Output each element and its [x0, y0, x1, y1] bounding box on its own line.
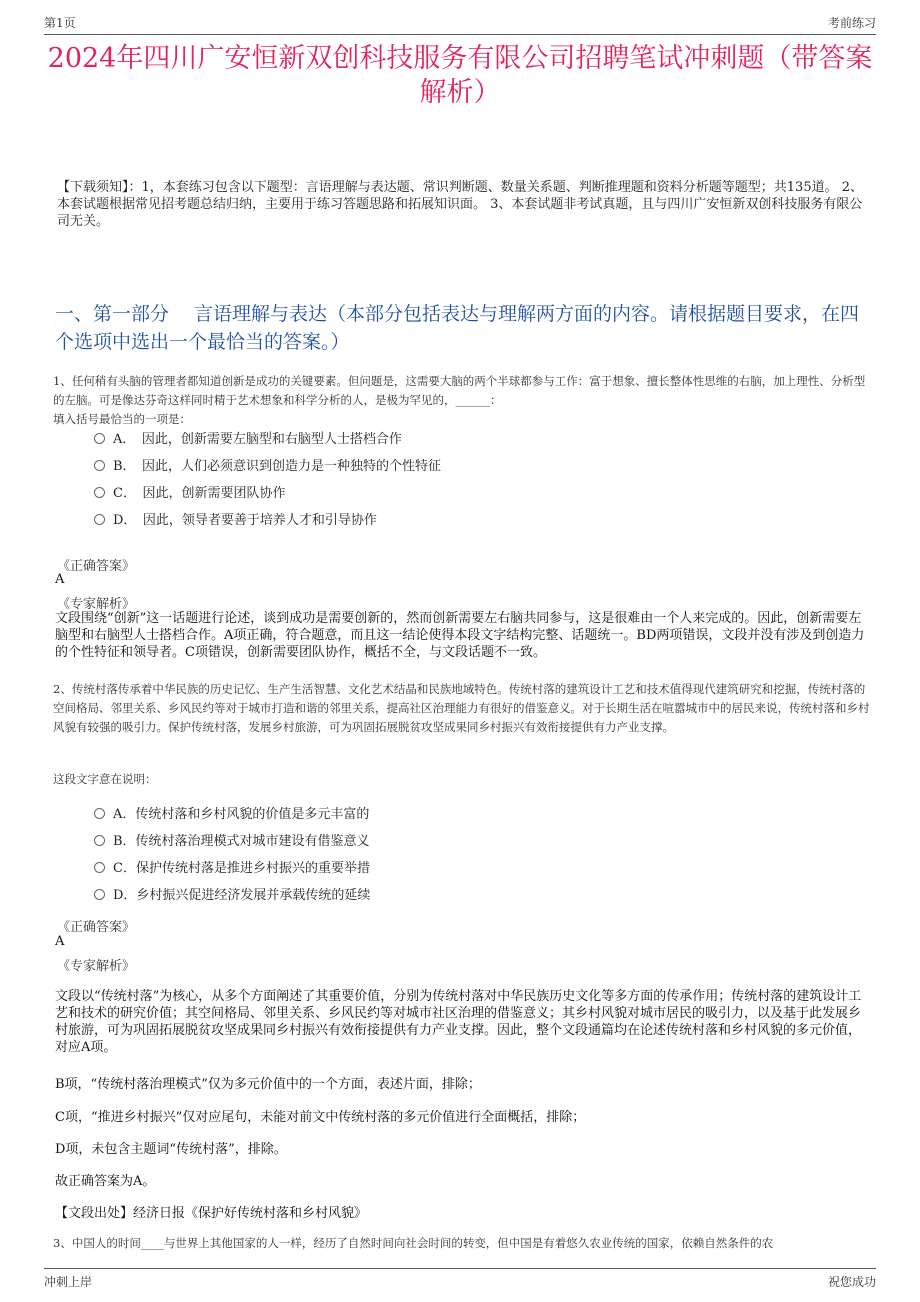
- footer-right: 祝您成功: [827, 1275, 876, 1289]
- q2-option-b[interactable]: B．传统村落治理模式对城市建设有借鉴意义: [94, 832, 370, 852]
- q1-analysis-label: 《专家解析》: [57, 597, 136, 612]
- section-heading: 一、第一部分 言语理解与表达（本部分包括表达与理解两方面的内容。请根据题目要求，在四个选项中选出一个最恰当的答案。）: [55, 303, 860, 353]
- q2-option-c[interactable]: C．保护传统村落是推进乡村振兴的重要举措: [94, 859, 370, 879]
- q2-option-a[interactable]: A．传统村落和乡村风貌的价值是多元丰富的: [94, 805, 369, 825]
- footer-left: 冲刺上岸: [44, 1275, 93, 1289]
- radio-icon[interactable]: [94, 889, 105, 900]
- question-2-prompt: 这段文字意在说明：: [53, 772, 157, 786]
- q2-answer: A: [55, 934, 65, 949]
- radio-icon[interactable]: [94, 433, 105, 444]
- radio-icon[interactable]: [94, 835, 105, 846]
- q2-note-d: D项，未包含主题词“传统村落”，排除。: [55, 1142, 287, 1157]
- page-footer: [44, 1268, 876, 1291]
- download-notice: 【下载须知】：1，本套练习包含以下题型：言语理解与表达题、常识判断题、数量关系题、判断推理题和资料分析题等题型；共135道。 2、本套试题根据常见招考题总结归纳，主要用于练习答题思路和拓展知识面。 3、本套试题非考试真题，且与四川广安恒新双创科技服务有限公司无关。: [57, 180, 863, 229]
- q2-source: 【文段出处】经济日报《保护好传统村落和乡村风貌》: [55, 1206, 368, 1221]
- q1-option-c[interactable]: C． 因此，创新需要团队协作: [94, 484, 285, 504]
- q1-answer: A: [55, 572, 65, 587]
- q2-answer-label: 《正确答案》: [57, 920, 136, 935]
- q1-option-d[interactable]: D． 因此，领导者要善于培养人才和引导协作: [94, 511, 377, 531]
- page-header: [44, 14, 876, 35]
- page-number: 第1页: [44, 16, 76, 30]
- question-2-stem: 2、传统村落传承着中华民族的历史记忆、生产生活智慧、文化艺术结晶和民族地域特色。传统村落的建筑设计工艺和技术值得现代建筑研究和挖掘，传统村落的空间格局、邻里关系、乡风民约等对于城市打造和谐的邻里关系，提高社区治理能力有很好的借鉴意义。对于长期生活在喧嚣城市中的居民来说，传统村落和乡村风貌有较强的吸引力。保护传统村落，发展乡村旅游，可为巩固拓展脱贫攻坚成果同乡村振兴有效衔接提供有力产业支撑。: [53, 682, 870, 734]
- question-1-stem: 1、任何稍有头脑的管理者都知道创新是成功的关键要素。但问题是，这需要大脑的两个半球都参与工作：富于想象、擅长整体性思维的右脑，加上理性、分析型的左脑。可是像达芬奇这样同时精于艺术想象和科学分析的人，是极为罕见的，______：: [53, 374, 866, 407]
- radio-icon[interactable]: [94, 808, 105, 819]
- q1-analysis: 文段围绕“创新”这一话题进行论述，谈到成功是需要创新的，然而创新需要左右脑共同参与，这是很难由一个人来完成的。因此，创新需要左脑型和右脑型人士搭档合作。A项正确，符合题意，而且这一结论使得本段文字结构完整、话题统一。BD两项错误，文段并没有涉及到创造力的个性特征和领导者。C项错误，创新需要团队协作，概括不全，与文段话题不一致。: [55, 611, 865, 660]
- question-1-prompt: 填入括号最恰当的一项是：: [53, 412, 191, 426]
- document-title: 2024年四川广安恒新双创科技服务有限公司招聘笔试冲刺题（带答案解析）: [47, 43, 873, 108]
- q1-option-a[interactable]: A． 因此，创新需要左脑型和右脑型人士搭档合作: [94, 430, 402, 450]
- q2-analysis: 文段以“传统村落”为核心，从多个方面阐述了其重要价值，分别为传统村落对中华民族历史文化等多方面的传承作用；传统村落的建筑设计工艺和技术的研究价值；其空间格局、邻里关系、乡风民约等对城市社区治理的借鉴意义；其乡村风貌对城市居民的吸引力，以及基于此发展乡村旅游，可为巩固拓展脱贫攻坚成果同乡村振兴有效衔接提供有力产业支撑。因此，整个文段通篇均在论述传统村落和乡村风貌的多元价值，对应A项。: [55, 989, 862, 1055]
- question-3-stem: 3、中国人的时间____与世界上其他国家的人一样，经历了自然时间向社会时间的转变，但中国是有着悠久农业传统的国家，依赖自然条件的农: [53, 1236, 774, 1250]
- radio-icon[interactable]: [94, 514, 105, 525]
- q2-option-d[interactable]: D．乡村振兴促进经济发展并承载传统的延续: [94, 886, 370, 906]
- header-tag: 考前练习: [827, 16, 876, 30]
- q2-analysis-label: 《专家解析》: [57, 959, 136, 974]
- radio-icon[interactable]: [94, 460, 105, 471]
- q2-note-c: C项，“推进乡村振兴”仅对应尾句，未能对前文中传统村落的多元价值进行全面概括，排除；: [55, 1110, 586, 1125]
- q1-answer-label: 《正确答案》: [57, 559, 136, 574]
- radio-icon[interactable]: [94, 862, 105, 873]
- q2-note-b: B项，“传统村落治理模式”仅为多元价值中的一个方面，表述片面，排除；: [55, 1077, 481, 1092]
- radio-icon[interactable]: [94, 487, 105, 498]
- q2-conclusion: 故正确答案为A。: [55, 1174, 156, 1189]
- q1-option-b[interactable]: B． 因此，人们必须意识到创造力是一种独特的个性特征: [94, 457, 441, 477]
